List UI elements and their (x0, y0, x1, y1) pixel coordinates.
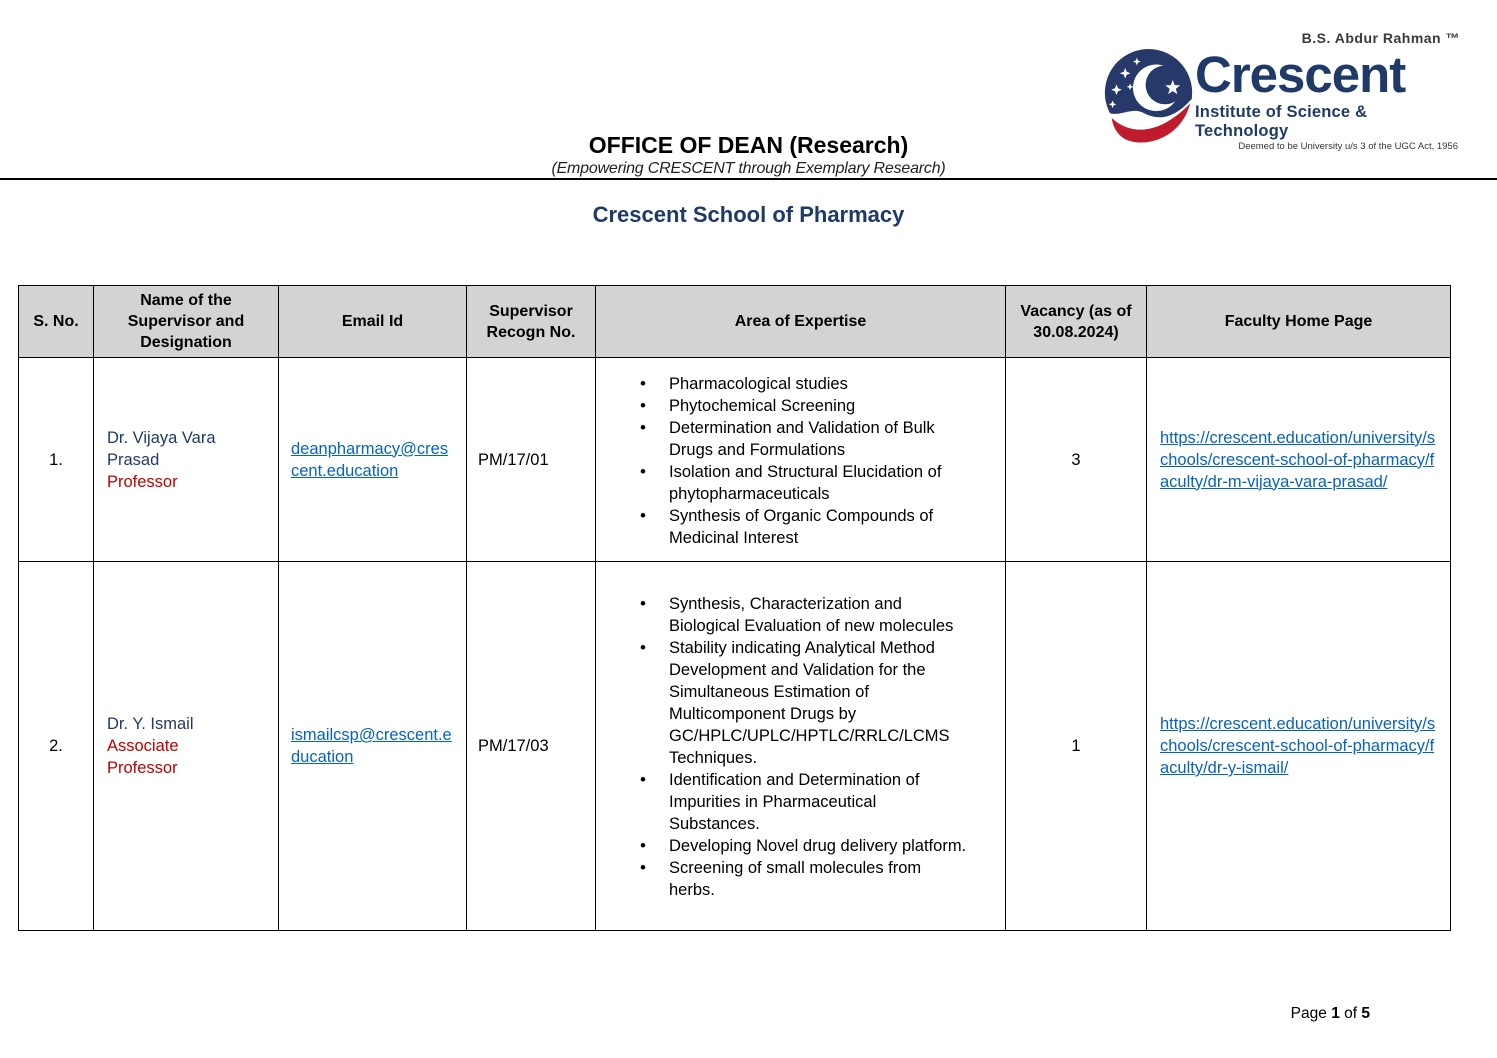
office-title: OFFICE OF DEAN (Research) (588, 132, 909, 158)
logo-deemed-note: Deemed to be University u/s 3 of the UGC Act, 1956 (1238, 141, 1458, 152)
expertise-item: • Determination and Validation of Bulk Drugs and Formulations (638, 417, 967, 461)
col-header-name: Name of the Supervisor and Designation (94, 286, 279, 358)
vacancy-cell: 3 (1006, 358, 1147, 562)
homepage-cell (1147, 358, 1451, 562)
col-header-expertise: Area of Expertise (596, 286, 1006, 358)
supervisor-name: Dr. Y. Ismail (107, 715, 194, 733)
expertise-cell (596, 562, 1006, 931)
supervisors-table-wrap (18, 285, 1450, 931)
expertise-item: • Isolation and Structural Elucidation of phytopharmaceuticals (638, 461, 967, 505)
supervisors-table (18, 285, 1451, 931)
expertise-item: • Stability indicating Analytical Method Development and Validation for the Simultaneous Estimation of Multicomponent Drugs by GC/HPLC/UPLC/HPTLC/RRLC/LCMS Techniques. (638, 637, 967, 769)
of-label: of (1344, 1005, 1358, 1022)
table-row (19, 562, 1451, 931)
sno-cell: 2. (19, 562, 94, 931)
expertise-list (596, 373, 1005, 549)
supervisor-name: Dr. Vijaya Vara Prasad (107, 428, 216, 469)
vacancy-cell: 1 (1006, 562, 1147, 931)
email-link[interactable]: ismailcsp@crescent.education (291, 726, 452, 766)
recogn-no-cell: PM/17/03 (467, 562, 596, 931)
page-title: Crescent School of Pharmacy (592, 202, 905, 227)
page-label: Page (1290, 1005, 1327, 1022)
email-cell (279, 562, 467, 931)
supervisor-cell (94, 562, 279, 931)
expertise-item: • Synthesis, Characterization and Biological Evaluation of new molecules (638, 593, 967, 637)
header-rule (0, 178, 1497, 180)
email-cell (279, 358, 467, 562)
expertise-item: • Screening of small molecules from herbs. (638, 857, 967, 901)
faculty-homepage-link[interactable]: https://crescent.education/university/schools/crescent-school-of-pharmacy/faculty/dr-y-ismail/ (1160, 715, 1436, 777)
supervisor-designation: Associate Professor (107, 737, 179, 777)
col-header-sno: S. No. (19, 286, 94, 358)
expertise-cell (596, 358, 1006, 562)
expertise-list (596, 593, 1005, 901)
col-header-homepage: Faculty Home Page (1147, 286, 1451, 358)
col-header-vacancy: Vacancy (as of 30.08.2024) (1006, 286, 1147, 358)
expertise-item: • Developing Novel drug delivery platform. (638, 835, 967, 857)
sno-cell: 1. (19, 358, 94, 562)
col-header-email: Email Id (279, 286, 467, 358)
expertise-item: • Pharmacological studies (638, 373, 967, 395)
expertise-item: • Synthesis of Organic Compounds of Medicinal Interest (638, 505, 967, 549)
page-number-footer (1291, 1005, 1370, 1023)
logo-brand-name: Crescent (1195, 46, 1406, 103)
office-tagline: (Empowering CRESCENT through Exemplary Research) (551, 160, 946, 177)
homepage-cell (1147, 562, 1451, 931)
page-number: 1 (1331, 1005, 1340, 1022)
supervisor-cell (94, 358, 279, 562)
email-link[interactable]: deanpharmacy@crescent.education (291, 439, 449, 480)
expertise-item: • Identification and Determination of Impurities in Pharmaceutical Substances. (638, 769, 967, 835)
table-header-row (19, 286, 1451, 358)
logo-institute-name: Institute of Science & Technology (1195, 103, 1368, 140)
expertise-item: • Phytochemical Screening (638, 395, 967, 417)
recogn-no-cell: PM/17/01 (467, 358, 596, 562)
col-header-recogn: Supervisor Recogn No. (467, 286, 596, 358)
supervisor-designation: Professor (107, 472, 178, 491)
logo-trademark-text: B.S. Abdur Rahman ™ (1301, 30, 1460, 46)
faculty-homepage-link[interactable]: https://crescent.education/university/schools/crescent-school-of-pharmacy/faculty/dr-m-vijaya-vara-prasad/ (1160, 428, 1436, 491)
total-pages: 5 (1361, 1005, 1370, 1022)
table-row (19, 358, 1451, 562)
